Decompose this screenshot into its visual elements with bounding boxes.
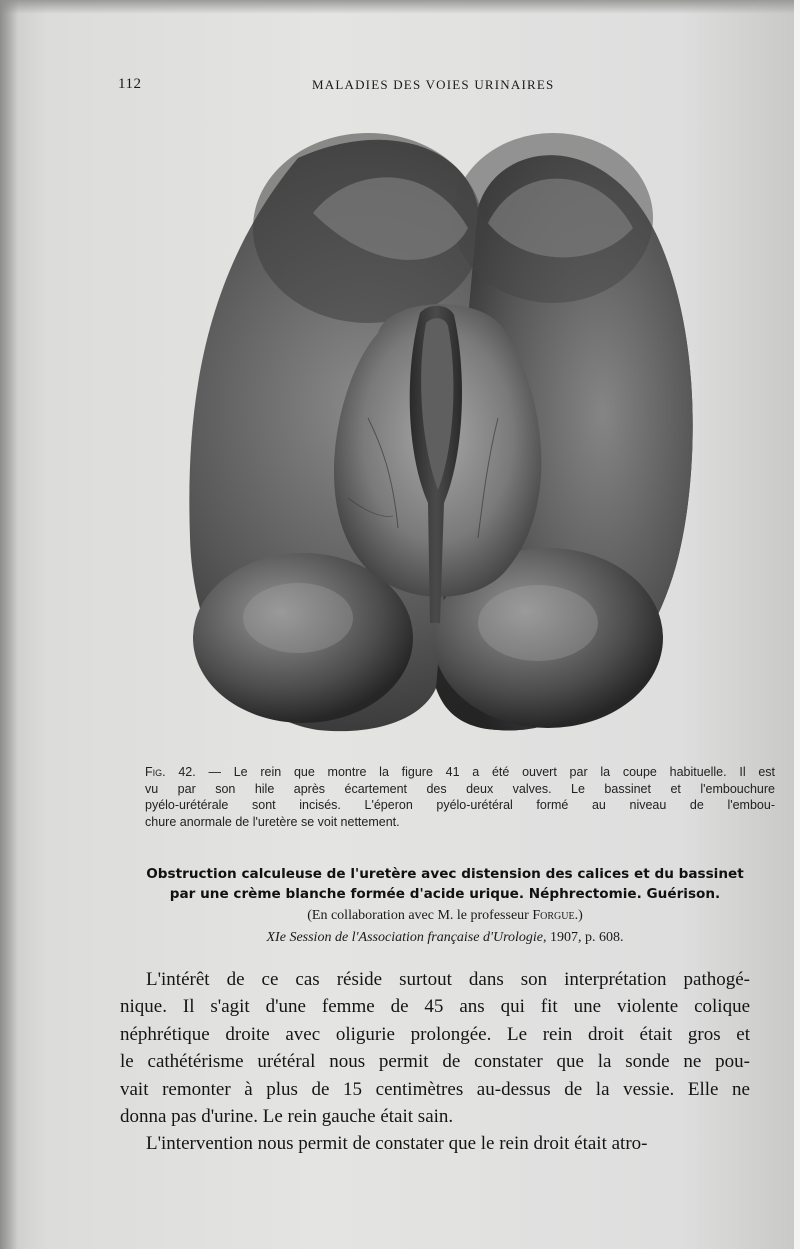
caption-line: vu par son hile après écartement des deux valves. Le bassinet et l'embouchure bbox=[145, 781, 775, 796]
caption-line: pyélo-urétérale sont incisés. L'éperon pyélo-urétéral formé au niveau de l'embou- bbox=[145, 798, 775, 812]
body-line: nique. Il s'agit d'une femme de 45 ans qui fit une violente colique bbox=[120, 996, 750, 1018]
kidney-drawing bbox=[178, 118, 698, 758]
body-line: donna pas d'urine. Le rein gauche était sain. bbox=[120, 1106, 454, 1128]
caption-line: Fig. 42. — Le rein que montre la figure 41 a été ouvert par la coupe habituelle. Il est bbox=[145, 765, 776, 779]
collaboration-note: (En collaboration avec M. le professeur Forgue.) bbox=[307, 908, 583, 923]
body-paragraphs bbox=[120, 966, 750, 1158]
kidney-illustration-icon bbox=[178, 118, 698, 758]
author-name: Forgue bbox=[532, 908, 575, 923]
figure-caption bbox=[115, 764, 775, 830]
page-edge bbox=[794, 0, 800, 1249]
running-head: MALADIES DES VOIES URINAIRES bbox=[312, 77, 555, 92]
page-shadow bbox=[0, 0, 800, 14]
page-header bbox=[116, 76, 776, 96]
page-number: 112 bbox=[118, 76, 142, 92]
section-title: Obstruction calculeuse de l'uretère avec distension des calices et du bassinet par une crème blanche formée d'acide urique. Néphrectomie. Guérison. bbox=[146, 866, 744, 902]
session-reference: XIe Session de l'Association française d'Urologie, 1907, p. 608. bbox=[266, 930, 624, 945]
caption-line: chure anormale de l'uretère se voit nettement. bbox=[145, 814, 400, 829]
body-line: vait remonter à plus de 15 centimètres au-dessus de la vessie. Elle ne bbox=[120, 1078, 750, 1100]
body-line: le cathétérisme urétéral nous permit de constater que la sonde ne pou- bbox=[120, 1051, 750, 1073]
figure-label: Fig. 42. bbox=[145, 765, 196, 779]
body-line: L'intervention nous permit de constater que le rein droit était atro- bbox=[146, 1133, 648, 1155]
body-line: néphrétique droite avec oligurie prolongée. Le rein droit était gros et bbox=[120, 1023, 750, 1045]
body-line: L'intérêt de ce cas réside surtout dans son interprétation pathogé- bbox=[146, 969, 750, 990]
gutter-shadow bbox=[0, 0, 18, 1249]
